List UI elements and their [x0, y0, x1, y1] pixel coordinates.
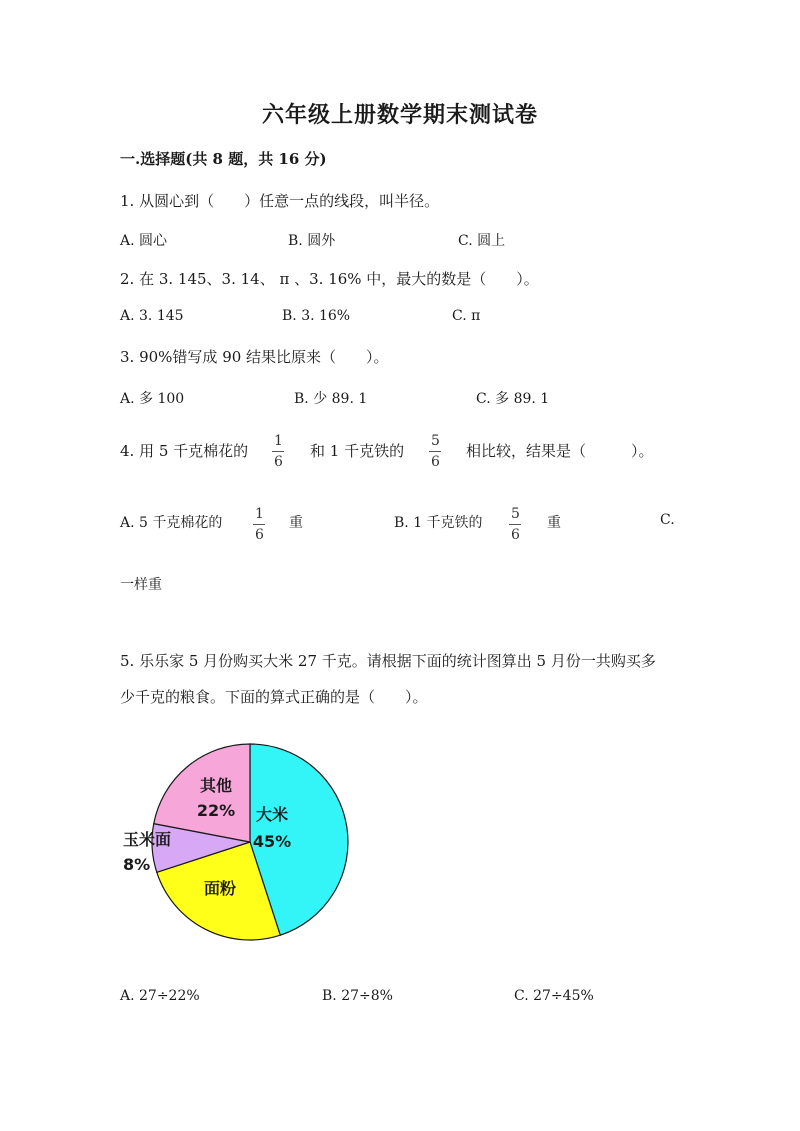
q3-option-a[interactable]: A. 多 100: [120, 391, 185, 407]
q4-option-a[interactable]: A. 5 千克棉花的: [120, 515, 223, 531]
pie-slice-value-label: 45%: [252, 832, 292, 851]
q5-option-b[interactable]: B. 27÷8%: [322, 988, 393, 1004]
q3-option-b[interactable]: B. 少 89. 1: [294, 391, 368, 407]
q1-option-a[interactable]: A. 圆心: [120, 233, 168, 249]
q2-option-b[interactable]: B. 3. 16%: [282, 308, 351, 324]
question-2: 2. 在 3. 145、3. 14、 π 、3. 16% 中，最大的数是（ ）。: [120, 270, 539, 288]
grain-pie-chart: [120, 740, 360, 950]
fraction-one-sixth: [272, 434, 285, 469]
fraction-one-sixth: [253, 507, 266, 542]
question-1: 1. 从圆心到（ ）任意一点的线段，叫半径。: [120, 192, 440, 210]
fraction-denominator: 6: [255, 527, 264, 543]
fraction-numerator: 5: [511, 506, 520, 522]
q2-option-c[interactable]: C. π: [452, 308, 481, 324]
pie-slice-label: 大米: [255, 805, 289, 824]
fraction-denominator: 6: [274, 454, 283, 470]
question-5-line1: 5. 乐乐家 5 月份购买大米 27 千克。请根据下面的统计图算出 5 月份一共购买多: [120, 652, 656, 670]
fraction-numerator: 5: [431, 433, 440, 449]
question-4-part2: 和 1 千克铁的: [310, 442, 405, 460]
fraction-numerator: 1: [274, 433, 283, 449]
fraction-five-sixths: [509, 507, 522, 542]
q4-option-a-suffix: 重: [289, 515, 303, 531]
pie-slice-value-label: 22%: [196, 801, 236, 820]
pie-slice-value-label: 8%: [123, 855, 151, 874]
fraction-denominator: 6: [431, 454, 440, 470]
q4-option-c[interactable]: C.: [660, 512, 675, 528]
q4-option-c-text: 一样重: [120, 577, 162, 593]
question-5-line2: 少千克的粮食。下面的算式正确的是（ ）。: [120, 688, 428, 706]
section-heading: 一.选择题(共 8 题，共 16 分): [120, 150, 327, 168]
q3-option-c[interactable]: C. 多 89. 1: [476, 391, 550, 407]
fraction-denominator: 6: [511, 527, 520, 543]
q2-option-a[interactable]: A. 3. 145: [120, 308, 184, 324]
q4-option-b[interactable]: B. 1 千克铁的: [394, 515, 483, 531]
q1-option-c[interactable]: C. 圆上: [458, 233, 506, 249]
fraction-numerator: 1: [255, 506, 264, 522]
fraction-five-sixths: [429, 434, 442, 469]
q5-option-a[interactable]: A. 27÷22%: [120, 988, 200, 1004]
question-4-part1: 4. 用 5 千克棉花的: [120, 442, 249, 460]
question-4-part3: 相比较，结果是（ ）。: [466, 442, 654, 460]
q4-option-b-suffix: 重: [547, 515, 561, 531]
pie-slice-label: 其他: [199, 776, 233, 795]
pie-slice-label: 面粉: [203, 879, 237, 898]
q1-option-b[interactable]: B. 圆外: [288, 233, 336, 249]
page-title: 六年级上册数学期末测试卷: [261, 102, 538, 128]
pie-slice-label: 玉米面: [123, 830, 172, 849]
q5-option-c[interactable]: C. 27÷45%: [514, 988, 594, 1004]
question-3: 3. 90%错写成 90 结果比原来（ ）。: [120, 348, 389, 366]
